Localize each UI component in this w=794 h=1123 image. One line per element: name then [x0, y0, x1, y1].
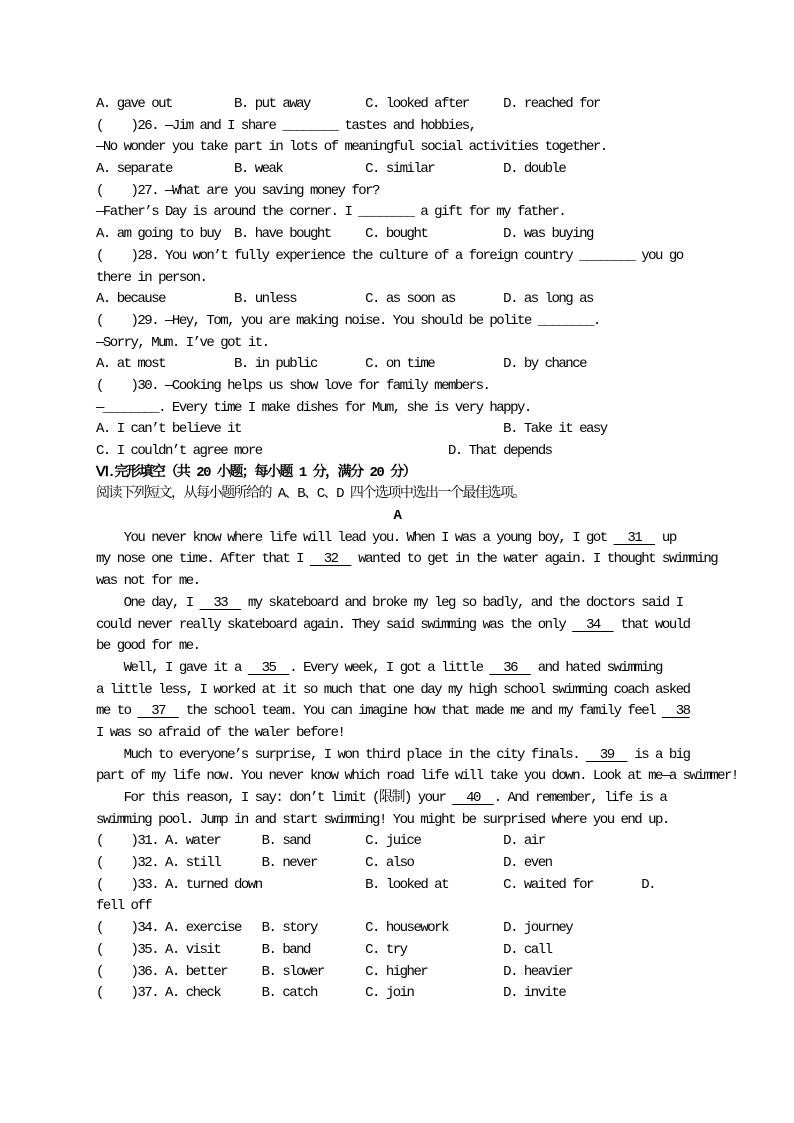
text-segment: part of my life now. You never know which road life will take you down. Look at me—a swimmer!: [96, 768, 738, 785]
text-segment: A. gave out B. put away C. looked after D. reached for: [96, 96, 600, 112]
section-heading: [96, 463, 794, 485]
text-segment: ( )26. —Jim and I share ________ tastes and hobbies,: [96, 117, 476, 134]
text-segment: ( )36. A. better B. slower C. higher D. heavier: [96, 963, 573, 980]
q29-response: [96, 333, 794, 355]
q34-options-line: [96, 918, 794, 940]
text-segment: is a big: [627, 746, 690, 763]
text-segment: Ⅵ.完形填空（共 20 小题；每小题 1 分，满分 20 分）: [96, 464, 416, 481]
passage-line: [96, 745, 794, 767]
text-segment: fell off: [96, 898, 152, 915]
text-segment: wanted to get in the water again. I thought swimming: [351, 551, 718, 568]
text-segment: up: [655, 529, 676, 546]
text-segment: A. I can’t believe it B. Take it easy: [96, 421, 607, 438]
text-segment: . Every week, I got a little: [289, 659, 490, 676]
text-segment: One day, I: [96, 594, 200, 611]
passage-line: [96, 549, 794, 571]
q28-stem-cont: [96, 268, 794, 290]
text-segment: ( )35. A. visit B. band C. try D. call: [96, 941, 552, 958]
cloze-blank: 37: [137, 703, 179, 720]
text-segment: a little less, I worked at it so much that one day my high school swimming coach asked: [96, 681, 690, 698]
text-segment: Much to everyone’s surprise, I won third place in the city finals.: [96, 746, 586, 763]
passage-line: [96, 571, 794, 593]
text-segment: For this reason, I say: don’t limit (限制) your: [96, 790, 453, 806]
text-segment: my skateboard and broke my leg so badly, and the doctors said I: [240, 594, 683, 611]
passage-line: [96, 593, 794, 615]
text-segment: A. am going to buy B. have bought C. bought D. was buying: [96, 226, 593, 243]
text-segment: ( )28. You won’t fully experience the culture of a foreign country ________ you go: [96, 247, 683, 264]
cloze-blank: 33: [199, 594, 241, 611]
text-segment: swimming pool. Jump in and start swimming! You might be surprised where you end up.: [96, 811, 669, 828]
text-segment: and hated swimming: [530, 659, 662, 676]
q33-options-line-cont: [96, 896, 794, 918]
q26-stem: [96, 116, 794, 138]
passage-line: [96, 766, 794, 788]
text-segment: —Father’s Day is around the corner. I ________ a gift for my father.: [96, 204, 566, 221]
q30-options-line-cd: [96, 441, 794, 463]
section-instructions: [96, 484, 794, 506]
text-segment: C. I couldn’t agree more D. That depends: [96, 443, 552, 459]
text-segment: ( )29. —Hey, Tom, you are making noise. You should be polite ________.: [96, 312, 600, 329]
text-segment: You never know where life will lead you. When I was a young boy, I got: [96, 529, 614, 546]
text-segment: was not for me.: [96, 573, 200, 590]
text-segment: ( )33. A. turned down B. looked at C. waited for D.: [96, 876, 656, 893]
text-segment: ( )32. A. still B. never C. also D. even: [96, 855, 552, 872]
q33-options-line: [96, 875, 794, 897]
passage-line: [96, 528, 794, 550]
text-segment: ( )31. A. water B. sand C. juice D. air: [96, 833, 545, 850]
text-segment: . And remember, life is a: [493, 790, 667, 806]
passage-line: [96, 615, 794, 637]
text-segment: —________. Every time I make dishes for Mum, she is very happy.: [96, 399, 531, 416]
q28-options-line: [96, 289, 794, 311]
cloze-blank: 39: [586, 746, 628, 763]
passage-line: [96, 810, 794, 832]
q30-options-line-ab: [96, 419, 794, 441]
q25-options-line: [96, 94, 794, 116]
cloze-blank: 36: [489, 659, 531, 676]
q36-options-line: [96, 962, 794, 984]
text-segment: there in person.: [96, 269, 207, 286]
text-segment: A: [393, 508, 401, 525]
text-segment: A. at most B. in public C. on time D. by chance: [96, 356, 586, 373]
passage-line: [96, 636, 794, 658]
q29-options-line: [96, 354, 794, 376]
text-segment: the school team. You can imagine how that made me and my family feel: [178, 703, 662, 720]
cloze-blank: 32: [309, 551, 352, 568]
text-segment: ( )27. —What are you saving money for?: [96, 182, 379, 199]
cloze-blank: 38: [661, 703, 690, 720]
q28-stem: [96, 246, 794, 268]
q26-response: [96, 137, 794, 159]
q27-response: [96, 202, 794, 224]
cloze-blank: 35: [247, 659, 290, 676]
text-segment: I was so afraid of the waler before!: [96, 724, 345, 741]
passage-line: [96, 723, 794, 745]
text-segment: —Sorry, Mum. I’ve got it.: [96, 334, 269, 351]
text-segment: A. because B. unless C. as soon as D. as long as: [96, 291, 593, 308]
cloze-blank: 40: [452, 790, 494, 806]
text-segment: could never really skateboard again. They said swimming was the only: [96, 616, 573, 633]
text-segment: Well, I gave it a: [96, 659, 248, 676]
text-segment: my nose one time. After that I: [96, 551, 310, 568]
q30-response: [96, 398, 794, 420]
text-segment: me to: [96, 703, 138, 720]
text-segment: ( )37. A. check B. catch C. join D. invite: [96, 985, 566, 1002]
passage-line: [96, 788, 794, 810]
q26-options-line: [96, 159, 794, 181]
q35-options-line: [96, 940, 794, 962]
q32-options-line: [96, 853, 794, 875]
text-segment: ( )30. —Cooking helps us show love for family members.: [96, 377, 490, 394]
text-segment: 阅读下列短文，从每小题所给的 A、B、C、D 四个选项中选出一个最佳选项。: [96, 486, 525, 503]
passage-line: [96, 680, 794, 702]
q37-options-line: [96, 983, 794, 1005]
q31-options-line: [96, 831, 794, 853]
cloze-blank: 34: [572, 616, 614, 633]
text-segment: that would: [613, 616, 690, 633]
q27-options-line: [96, 224, 794, 246]
q27-stem: [96, 181, 794, 203]
passage-label: [96, 506, 698, 528]
text-segment: be good for me.: [96, 638, 200, 655]
text-segment: —No wonder you take part in lots of meaningful social activities together.: [96, 139, 607, 156]
q29-stem: [96, 311, 794, 333]
text-segment: A. separate B. weak C. similar D. double: [96, 161, 566, 178]
passage-line: [96, 701, 794, 723]
passage-line: [96, 658, 794, 680]
text-segment: ( )34. A. exercise B. story C. housework D. journey: [96, 920, 573, 937]
q30-stem: [96, 376, 794, 398]
cloze-blank: 31: [613, 529, 656, 546]
